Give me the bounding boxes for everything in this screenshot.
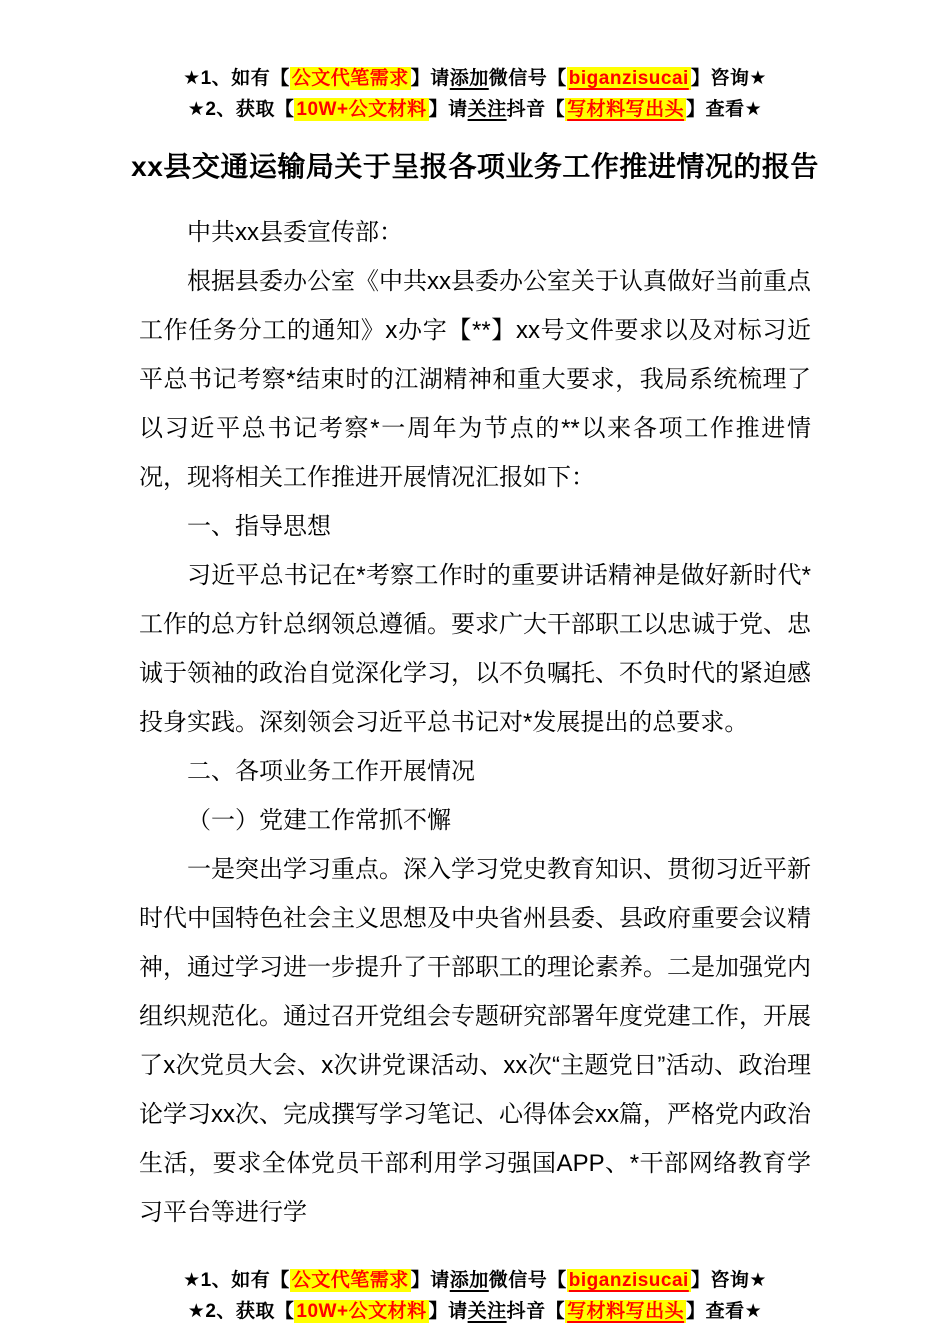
promo-underline-add: 添加 — [449, 1270, 489, 1291]
promo-highlight-materials: 10W+公文材料 — [296, 99, 427, 120]
promo-header-line-2 — [0, 94, 950, 125]
promo-header — [0, 0, 950, 125]
promo-text: ★1、如有【 — [183, 1270, 290, 1291]
promo-highlight-materials: 10W+公文材料 — [296, 1301, 427, 1322]
douyin-id: 写材料写出头 — [567, 1301, 685, 1322]
promo-text: 抖音【 — [506, 99, 566, 120]
document-title: xx县交通运输局关于呈报各项业务工作推进情况的报告 — [131, 151, 819, 182]
wechat-id: biganzisucai — [568, 1270, 689, 1291]
promo-text: 】请 — [410, 1270, 450, 1291]
promo-text: 微信号【 — [488, 1270, 567, 1291]
promo-text: 抖音【 — [506, 1301, 566, 1322]
promo-footer-line-2 — [0, 1296, 950, 1327]
promo-highlight-service: 公文代笔需求 — [291, 68, 409, 89]
section-heading-2: 二、各项业务工作开展情况 — [187, 758, 475, 785]
section-heading-1: 一、指导思想 — [187, 513, 331, 540]
promo-text: 】查看★ — [686, 99, 763, 120]
promo-underline-follow: 关注 — [467, 99, 507, 120]
promo-text: 】请 — [428, 1301, 468, 1322]
promo-highlight-service: 公文代笔需求 — [291, 1270, 409, 1291]
promo-underline-follow: 关注 — [467, 1301, 507, 1322]
intro-paragraph: 根据县委办公室《中共xx县委办公室关于认真做好当前重点工作任务分工的通知》x办字【**】xx号文件要求以及对标习近平总书记考察*结束时的江湖精神和重大要求，我局系统梳理了以习近平总书记考察*一周年为节点的**以来各项工作推进情况，现将相关工作推进开展情况汇报如下： — [139, 268, 811, 491]
promo-text: ★2、获取【 — [187, 1301, 295, 1322]
document-body — [0, 208, 950, 1237]
promo-text: 】查看★ — [686, 1301, 763, 1322]
promo-text: ★2、获取【 — [187, 99, 295, 120]
promo-text: ★1、如有【 — [183, 68, 290, 89]
promo-text: 】请 — [410, 68, 450, 89]
paragraph-party-building: 一是突出学习重点。深入学习党史教育知识、贯彻习近平新时代中国特色社会主义思想及中央省州县委、县政府重要会议精神，通过学习进一步提升了干部职工的理论素养。二是加强党内组织规范化。通过召开党组会专题研究部署年度党建工作，开展了x次党员大会、x次讲党课活动、xx次“主题党日”活动、政治理论学习xx次、完成撰写学习笔记、心得体会xx篇，严格党内政治生活，要求全体党员干部利用学习强国APP、*干部网络教育学习平台等进行学 — [139, 856, 811, 1226]
salutation-line: 中共xx县委宣传部： — [187, 219, 403, 246]
paragraph-guiding-thought: 习近平总书记在*考察工作时的重要讲话精神是做好新时代*工作的总方针总纲领总遵循。要求广大干部职工以忠诚于党、忠诚于领袖的政治自觉深化学习，以不负嘱托、不负时代的紧迫感投身实践。深刻领会习近平总书记对*发展提出的总要求。 — [139, 562, 811, 736]
subsection-heading-2-1: （一）党建工作常抓不懈 — [187, 807, 451, 834]
promo-text: 】咨询★ — [690, 1270, 767, 1291]
promo-underline-add: 添加 — [449, 68, 489, 89]
douyin-id: 写材料写出头 — [567, 99, 685, 120]
promo-header-line-1 — [0, 63, 950, 94]
promo-text: 】请 — [428, 99, 468, 120]
promo-footer-line-1 — [0, 1265, 950, 1296]
promo-text: 】咨询★ — [690, 68, 767, 89]
promo-text: 微信号【 — [488, 68, 567, 89]
wechat-id: biganzisucai — [568, 68, 689, 89]
promo-footer — [0, 1265, 950, 1327]
